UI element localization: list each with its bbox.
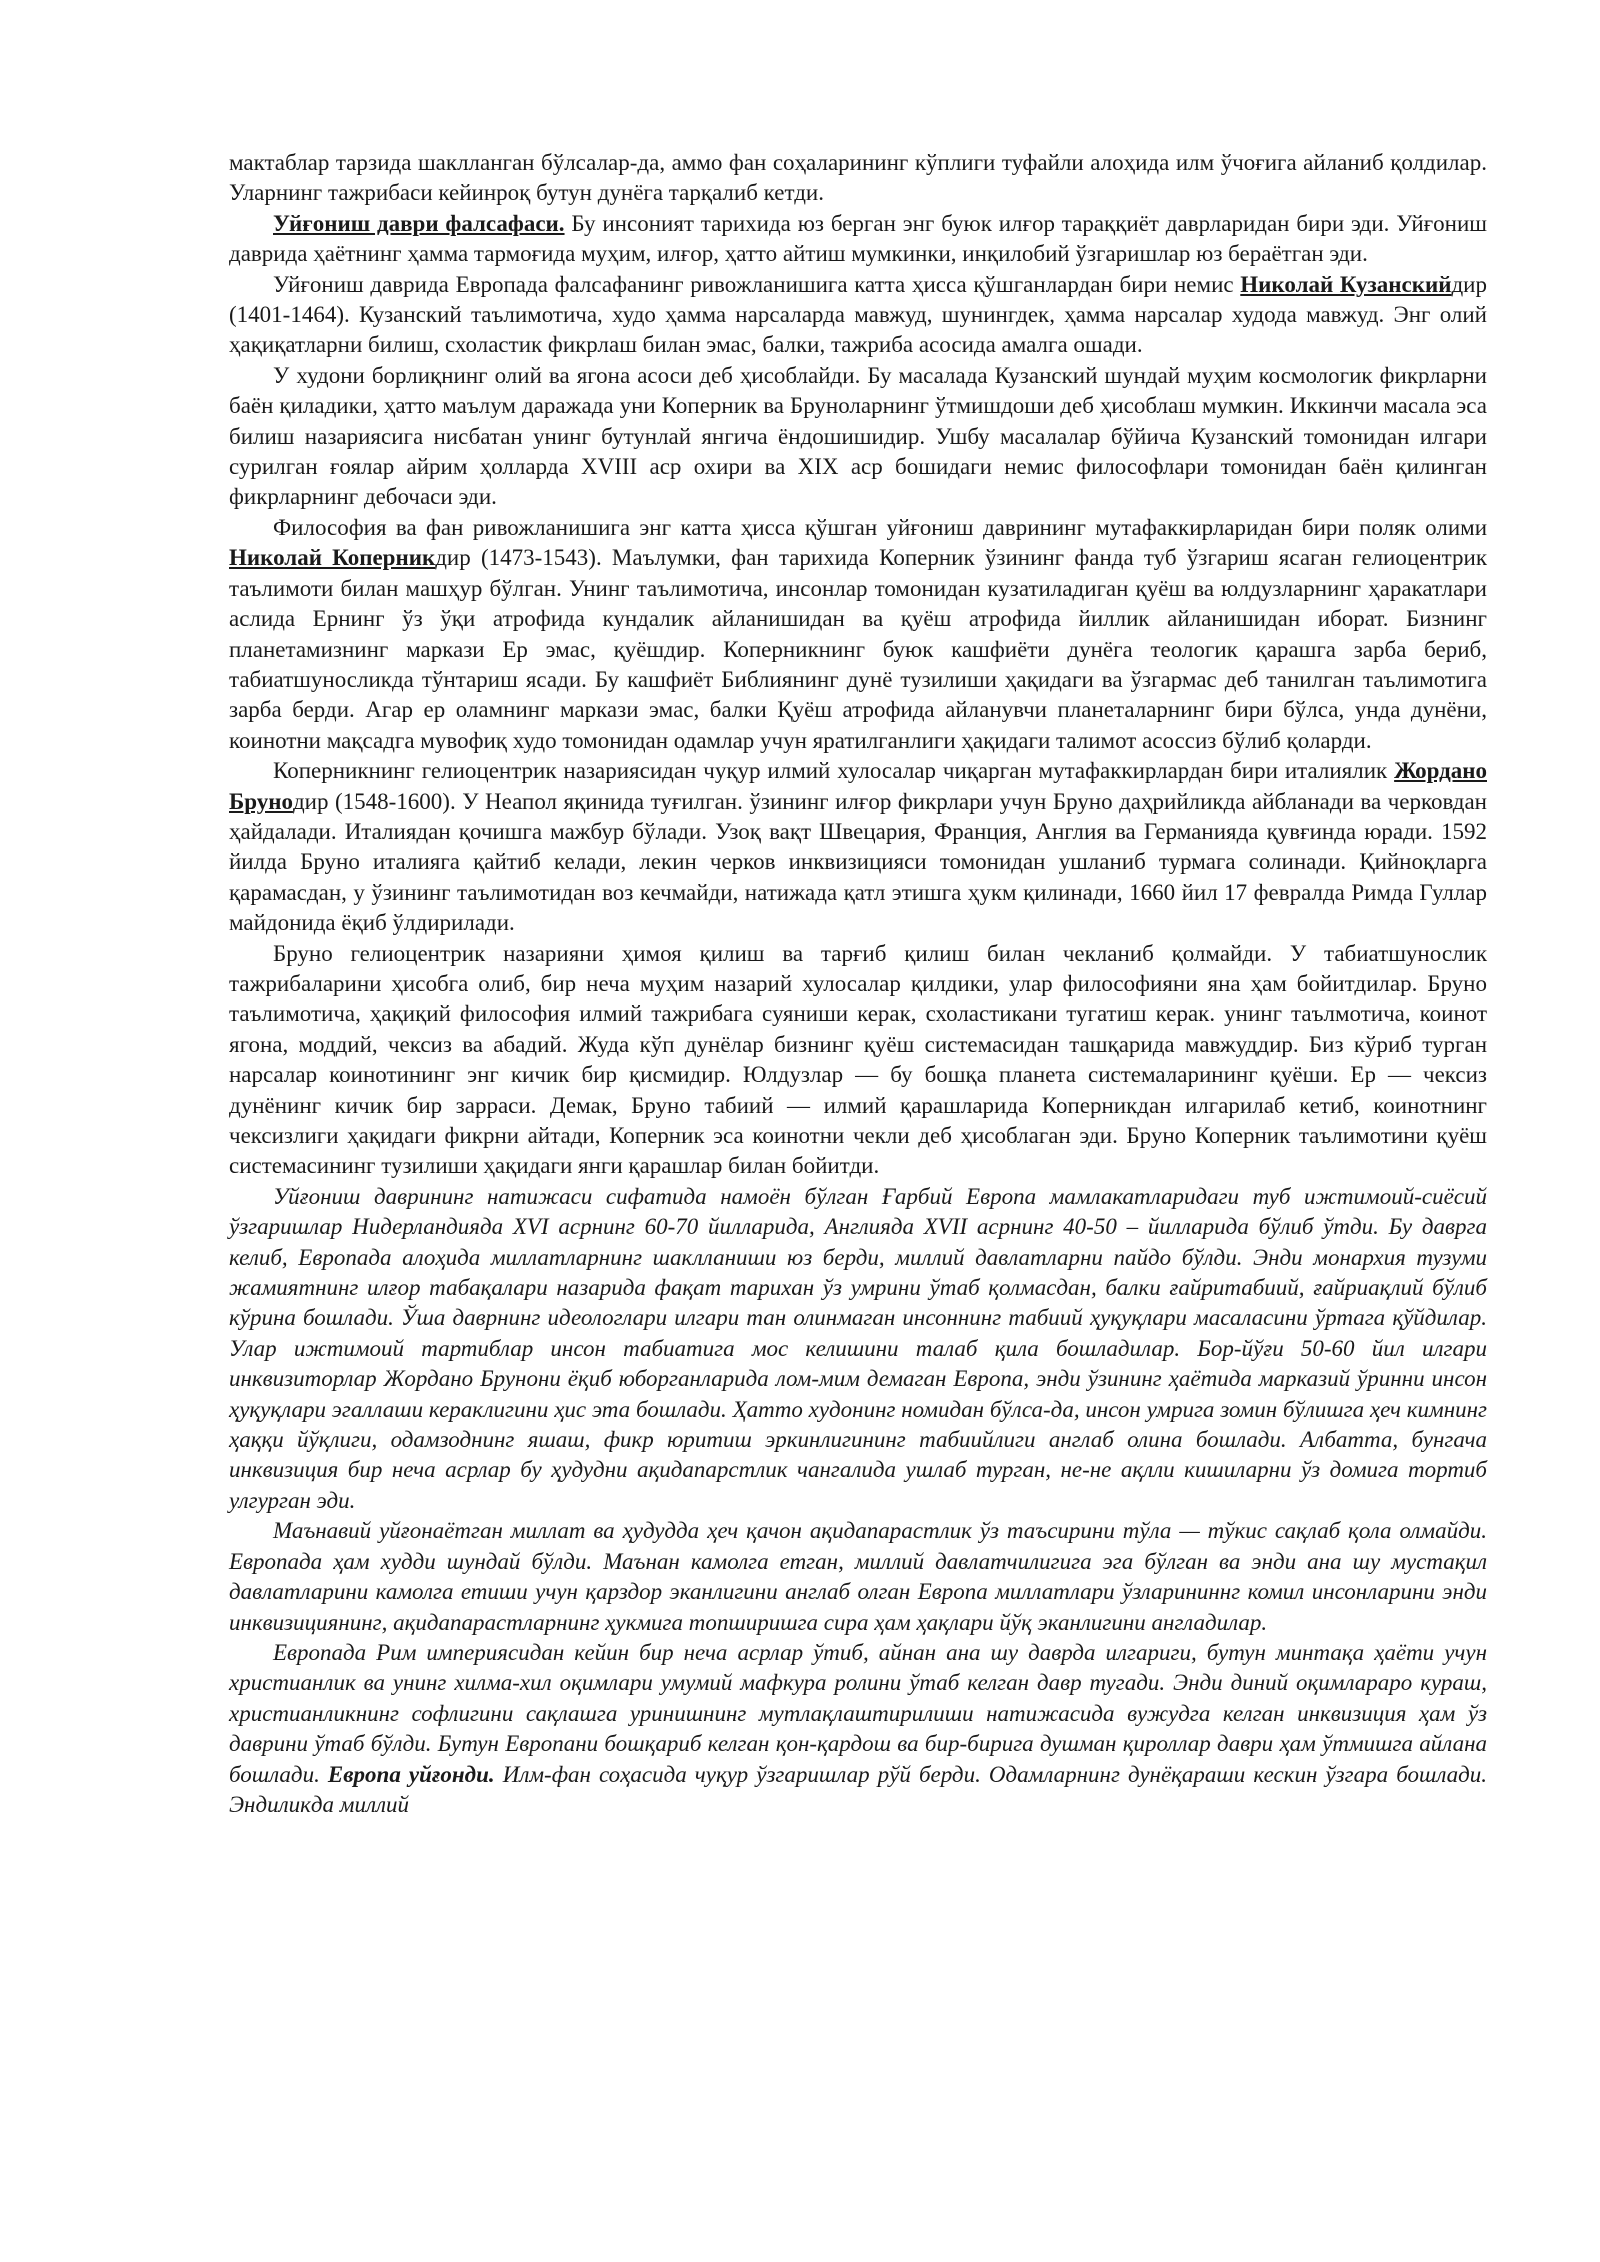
paragraph-cusanus — [229, 270, 1487, 361]
paragraph-text: Маънавий уйғонаётган миллат ва ҳудудда ҳеч қачон ақидапарастлик ўз таъсирини тўла — тўкис сақлаб қола олмайди. Европада ҳам худди шундай бўлди. Маънан камолга етган, миллий давлатчилигига эга бўлган ва энди ана шу мустақил давлатларини камолга етиши учун қарздор эканлигини англаб олган Европа миллатлари ўзларининнг комил инсонларини энди инквизициянинг, ақидапарастларнинг ҳукмига топширишга сира ҳам ҳақлари йўқ эканлигини англадилар. — [229, 1518, 1487, 1635]
paragraph-text: мактаблар тарзида шаклланган бўлсалар-да, аммо фан соҳаларининг кўплиги туфайли алоҳида илм ўчоғига айланиб қолдилар. Уларнинг тажрибаси кейинроқ бутун дунёга тарқалиб кетди. — [229, 150, 1487, 206]
paragraph-text: Философия ва фан ривожланишига энг катта ҳисса қўшган уйғониш даврининг мутафаккирларидан бири поляк олими — [273, 514, 1487, 540]
section-heading-link[interactable]: Уйғониш даври фалсафаси. — [273, 210, 565, 236]
paragraph-text: Бруно гелиоцентрик назарияни ҳимоя қилиш ва тарғиб қилиш билан чекланиб қолмайди. У табиатшунослик тажрибаларини ҳисобга олиб, бир неча муҳим назарий хулосалар қилдики, улар философияни яна ҳам бойитдилар. Бруно таълимотича, ҳақиқий философия илмий тажрибага суяниши керак, схоластикани тугатиш керак. унинг таълмотича, коинот ягона, моддий, чексиз ва абадий. Жуда кўп дунёлар бизнинг қуёш системасидан ташқарида мавжуддир. Биз кўриб турган нарсалар коинотининг энг кичик бир қисмидир. Юлдузлар — бу бошқа планета системаларининг қуёши. Ер — чексиз дунёнинг кичик бир зарраси. Демак, Бруно табиий — илмий қарашларида Коперникдан илгарилаб кетиб, коинотнинг чексизлиги ҳақидаги фикрни айтади, Коперник эса коинотни чекли деб ҳисоблаган эди. Бруно Коперник таълимотини қуёш системасининг тузилиши ҳақидаги янги қарашлар билан бойитди. — [229, 940, 1487, 1179]
paragraph-bruno-heliocentrism — [229, 939, 1487, 1182]
name-link-cusanus[interactable]: Николай Кузанский — [1240, 271, 1452, 297]
name-link-copernicus[interactable]: Николай Коперник — [229, 545, 436, 571]
paragraph-italic-europe-awakened — [229, 1638, 1487, 1820]
paragraph-text: Европада Рим империясидан кейин бир неча асрлар ўтиб, айнан ана шу даврда илгариги, бутун минтақа ҳаёти учун христианлик ва унинг хилма-хил оқимлари умумий мафкура ролини ўтаб келган давр тугади. Энди диний оқимлараро кураш, христианликнинг софлигини сақлашга уринишнинг мутлақлаштирилиши натижасида вужудга келган инквизиция ҳам ўз даврини ўтаб бўлди. Бутун Европани бошқариб келган қон-қардош ва бир-бирига душман қироллар даври ҳам ўтмишга айлана бошлади. — [229, 1639, 1487, 1787]
paragraph-italic-spiritual-awakening — [229, 1516, 1487, 1638]
paragraph-renaissance-philosophy — [229, 209, 1487, 270]
paragraph-text: дир (1548-1600). У Неапол яқинида туғилган. ўзининг илғор фикрлари учун Бруно даҳрийликда айбланади ва черковдан ҳайдалади. Италиядан қочишга мажбур бўлади. Узоқ вақт Швецария, Франция, Англия ва Германияда қувғинда юради. 1592 йилда Бруно италияга қайтиб келади, лекин черков инквизицияси томонидан ушланиб турмага солинади. Қийноқларга қарамасдан, у ўзининг таълимотидан воз кечмайди, натижада қатл этишга ҳукм қилинади, 1660 йил 17 февралда Римда Гуллар майдонида ёқиб ўлдирилади. — [229, 788, 1487, 936]
paragraph-text: Коперникнинг гелиоцентрик назариясидан чуқур илмий хулосалар чиқарган мутафаккирлардан бири италиялик — [273, 758, 1395, 784]
paragraph-text: Илм-фан соҳасида чуқур ўзгаришлар рўй берди. Одамларнинг дунёқараши кескин ўзгара бошлади. Эндиликда миллий — [229, 1761, 1488, 1817]
paragraph-cusanus-cosmology — [229, 361, 1487, 513]
paragraph-text: Уйғониш даврида Европада фалсафанинг ривожланишига катта ҳисса қўшганлардан бири немис — [273, 271, 1241, 297]
name-link-bruno[interactable]: Жордано Бруно — [229, 758, 1487, 814]
paragraph-intro — [229, 148, 1487, 209]
paragraph-text: У худони борлиқнинг олий ва ягона асоси деб ҳисоблайди. Бу масалада Кузанский шундай муҳим космологик фикрларни баён қиладики, ҳатто маълум даражада уни Коперник ва Бруноларнинг ўтмишдоши деб ҳисоблаш мумкин. Иккинчи масала эса билиш назариясига нисбатан унинг бутунлай янгича ёндошишидир. Ушбу масалалар бўйича Кузанский томонидан илгари сурилган ғоялар айрим ҳолларда XVIII аср охири ва XIX аср бошидаги немис философлари томонидан баён қилинган фикрларнинг дебочаси эди. — [229, 362, 1487, 510]
emphasis-europe-awakened: Европа уйғонди. — [327, 1761, 495, 1787]
paragraph-copernicus — [229, 513, 1487, 756]
paragraph-bruno — [229, 756, 1487, 938]
paragraph-text: Бу инсоният тарихида юз берган энг буюк илғор тараққиёт даврларидан бири эди. Уйғониш даврида ҳаётнинг ҳамма тармоғида муҳим, илғор, ҳатто айтиш мумкинки, инқилобий ўзгаришлар юз бераётган эди. — [229, 210, 1487, 267]
paragraph-text: Уйғониш даврининг натижаси сифатида намоён бўлган Ғарбий Европа мамлакатларидаги туб ижтимоий-сиёсий ўзгаришлар Нидерландияда XVI асрнинг 60-70 йилларида, Англияда XVII асрнинг 40-50 – йилларида бўлиб ўтди. Бу даврга келиб, Европада алоҳида миллатларнинг шаклланиши юз берди, миллий давлатларни пайдо бўлди. Энди монархия тузуми жамиятнинг илғор табақалари назарида фақат тарихан ўз умрини ўтаб қолмасдан, балки ғайритабиий, ғайриақлий бўлиб кўрина бошлади. Ўша даврнинг идеологлари илгари тан олинмаган инсоннинг табиий ҳуқуқлари масаласини ўртага қўйдилар. Улар ижтимоий тартиблар инсон табиатига мос келишини талаб қила бошладилар. Бор-йўғи 50-60 йил илгари инквизиторлар Жордано Брунони ёқиб юборганларида лом-мим демаган Европа, энди ўзининг ҳаётида марказий ўринни инсон ҳуқуқлари эгаллаши кераклигини ҳис эта бошлади. Ҳатто худонинг номидан бўлса-да, инсон умрига зомин бўлишга ҳеч кимнинг ҳаққи йўқлиги, одамзоднинг яшаш, фикр юритиш эркинлигининг табиийлиги англаб олина бошлади. Албатта, бунгача инквизиция бир неча асрлар бу ҳудудни ақидапарстлик чангалида ушлаб турган, не-не ақлли кишиларни ўз домига тортиб улгурган эди. — [229, 1183, 1487, 1513]
paragraph-text: дир (1473-1543). Маълумки, фан тарихида Коперник ўзининг фанда туб ўзгариш ясаган гелиоцентрик таълимоти билан машҳур бўлган. Унинг таълимотича, инсонлар томонидан кузатиладиган қуёш ва юлдузларнинг ҳаракатлари аслида Ернинг ўз ўқи атрофида кундалик айланишидан ва қуёш атрофида йиллик айланишидан иборат. Бизнинг планетамизнинг маркази Ер эмас, қуёшдир. Коперникнинг буюк кашфиёти дунёга теологик қарашга зарба бериб, табиатшуносликда тўнтариш ясади. Бу кашфиёт Библиянинг дунё тузилиши ҳақидаги ва ўзгармас деб танилган таълимотига зарба берди. Агар ер оламнинг маркази эмас, балки Қуёш атрофида айланувчи планеталарнинг бири бўлса, унда дунёни, коинотни мақсадга мувофиқ худо томонидан одамлар учун яратилганлиги ҳақидаги талимот асоссиз бўлиб қоларди. — [229, 545, 1487, 753]
paragraph-italic-social-changes — [229, 1182, 1487, 1516]
paragraph-text: дир (1401-1464). Кузанский таълимотича, худо ҳамма нарсаларда мавжуд, шунингдек, ҳамма нарсалар худода мавжуд. Энг олий ҳақиқатларни билиш, схоластик фикрлаш билан эмас, балки, тажриба асосида амалга ошади. — [229, 271, 1487, 358]
document-page — [229, 148, 1487, 1820]
